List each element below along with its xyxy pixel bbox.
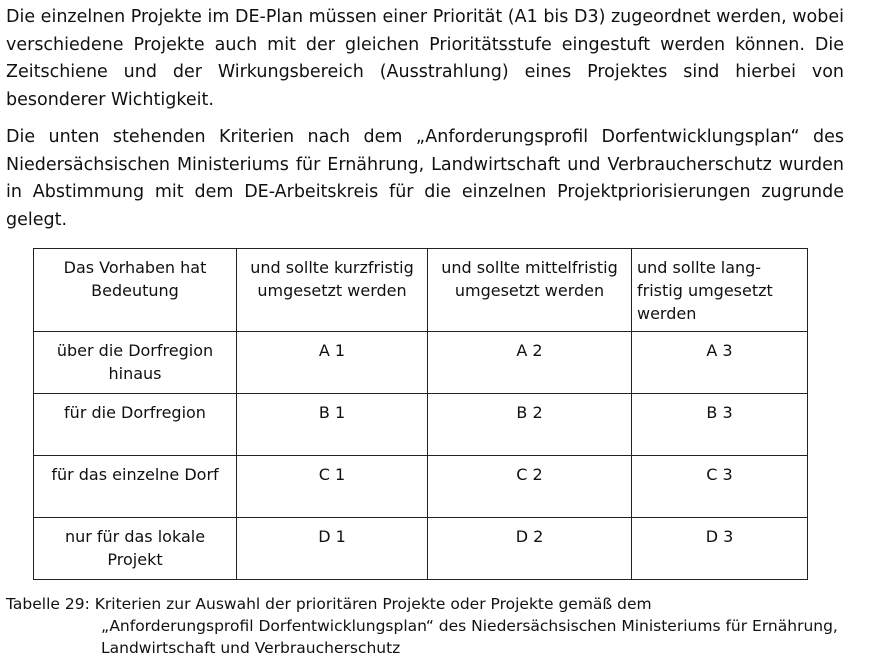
priority-criteria-table — [33, 248, 808, 580]
priority-cell: D 2 — [428, 518, 632, 580]
table-header-row — [34, 249, 808, 332]
header-significance: Das Vorhaben hat Bedeutung — [34, 249, 237, 332]
priority-cell: C 1 — [237, 456, 428, 518]
caption-text-line1: Kriterien zur Auswahl der prioritären Projekte oder Projekte gemäß dem — [94, 595, 652, 613]
paragraph-criteria-basis: Die unten stehenden Kriterien nach dem „Anforderungsprofil Dorfentwicklungsplan“ des Niedersächsischen Ministeriums für Ernährung, Landwirtschaft und Verbraucherschutz wurden in Abstimmung mit dem DE-Arbeitskreis für die einzelnen Projektpriorisierungen zugrunde gelegt. — [6, 127, 844, 230]
table-caption — [6, 593, 866, 659]
paragraph-priority-intro: Die einzelnen Projekte im DE-Plan müssen einer Priorität (A1 bis D3) zugeordnet werden, wobei verschiedene Projekte auch mit der gleichen Prioritätsstufe eingestuft werden können. Die Zeitschiene und der Wirkungsbereich (Ausstrahlung) eines Projektes sind hierbei von besonderer Wichtigkeit. — [6, 7, 844, 110]
priority-cell: D 1 — [237, 518, 428, 580]
priority-cell: C 2 — [428, 456, 632, 518]
row-label: für die Dorfregion — [34, 394, 237, 456]
header-medium-term: und sollte mittelfristig umgesetzt werden — [428, 249, 632, 332]
row-label: über die Dorfregion hinaus — [34, 332, 237, 394]
priority-cell: A 2 — [428, 332, 632, 394]
caption-first-line — [6, 593, 866, 615]
row-label: nur für das lokale Projekt — [34, 518, 237, 580]
table-row — [34, 518, 808, 580]
priority-cell: A 1 — [237, 332, 428, 394]
caption-text-rest: „Anforderungsprofil Dorfentwicklungsplan“ des Niedersächsischen Ministeriums für Ernährung, Landwirtschaft und Verbraucherschutz — [101, 617, 838, 657]
priority-cell: B 2 — [428, 394, 632, 456]
table-row — [34, 456, 808, 518]
table-row — [34, 394, 808, 456]
priority-cell: C 3 — [632, 456, 808, 518]
priority-cell: D 3 — [632, 518, 808, 580]
header-short-term: und sollte kurzfristig umgesetzt werden — [237, 249, 428, 332]
priority-cell: A 3 — [632, 332, 808, 394]
row-label: für das einzelne Dorf — [34, 456, 237, 518]
header-long-term: und sollte lang-fristig umgesetzt werden — [632, 249, 808, 332]
caption-label: Tabelle 29: — [6, 595, 90, 613]
priority-cell: B 3 — [632, 394, 808, 456]
priority-cell: B 1 — [237, 394, 428, 456]
table-row — [34, 332, 808, 394]
